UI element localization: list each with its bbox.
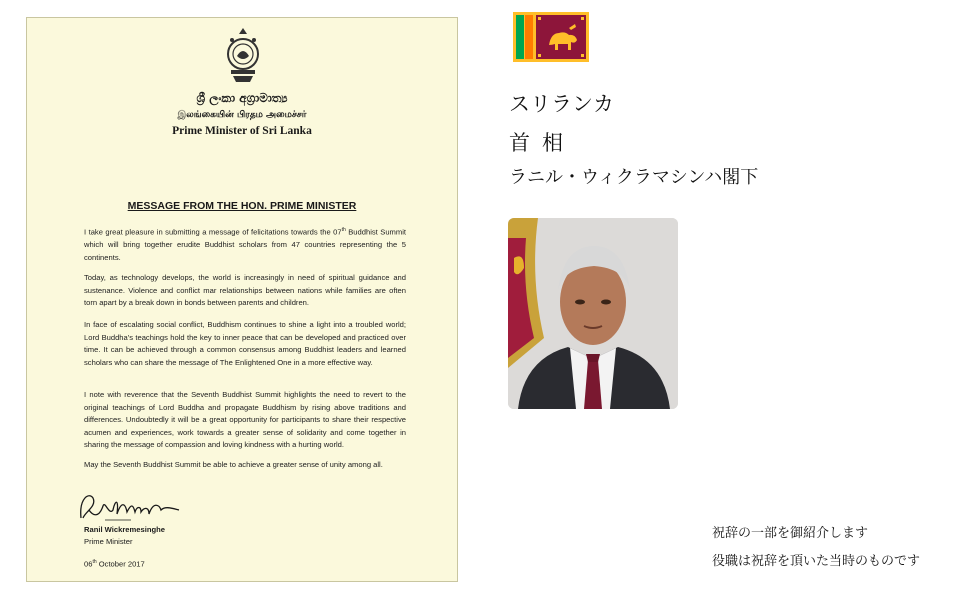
country-label: スリランカ: [509, 92, 614, 116]
paragraph-5: May the Seventh Buddhist Summit be able to achieve a greater sense of unity among all.: [84, 460, 383, 469]
paragraph-1: I take great pleasure in submitting a message of felicitations towards the 07th Buddhist Summit which will bring together erudite Buddhist scholars from 47 countries representing the 5 continents.: [84, 227, 406, 262]
signer-name: Ranil Wickremesinghe: [84, 525, 165, 534]
note-title-disclaimer: 役職は祝辞を頂いた当時のものです: [712, 554, 921, 569]
letter-date: 06th October 2017: [84, 559, 145, 569]
sri-lanka-flag-icon: [513, 12, 589, 62]
message-letter: [26, 17, 458, 582]
signer-role: Prime Minister: [84, 537, 133, 546]
note-excerpt: 祝辞の一部を御紹介します: [712, 526, 869, 541]
paragraph-3: In face of escalating social conflict, Buddhism continues to shine a light into a troubled world; Lord Buddha's teachings hold the key to inner peace that can be developed and practiced over time. It can be achieved through a common consensus among Buddhist leaders and learned scholars who can share the message of The Enlightened One in a more effective way.: [84, 320, 406, 367]
sinhala-title: ශ්‍රී ලංකා අග්‍රාමාත්‍ය: [196, 91, 288, 105]
office-label: 首相: [509, 131, 575, 155]
paragraph-2: Today, as technology develops, the world is increasingly in need of spiritual guidance and sustenance. Violence and conflict mar relationships between nations while families are often torn apart by a break down in bonds between parents and children.: [84, 273, 406, 308]
signature-image: [75, 488, 185, 526]
person-name: ラニル・ウィクラマシンハ閣下: [509, 167, 759, 188]
paragraph-4: I note with reverence that the Seventh Buddhist Summit highlights the need to revert to the original teachings of Lord Buddha and propagate Buddhism by rising above traditions and differences. Undoubtedly it will be a great opportunity for participants to share their respective acumen and experiences, work towards a greater sense of solidarity and come together in sharing the message of compassion and loving kindness with a hurting world.: [84, 390, 406, 450]
national-emblem-icon: [223, 26, 263, 84]
english-title: Prime Minister of Sri Lanka: [172, 125, 312, 137]
portrait-photo: [508, 218, 678, 409]
message-heading: MESSAGE FROM THE HON. PRIME MINISTER: [127, 200, 357, 212]
tamil-title: இலங்கையின் பிரதம அமைச்சர்: [177, 110, 307, 120]
